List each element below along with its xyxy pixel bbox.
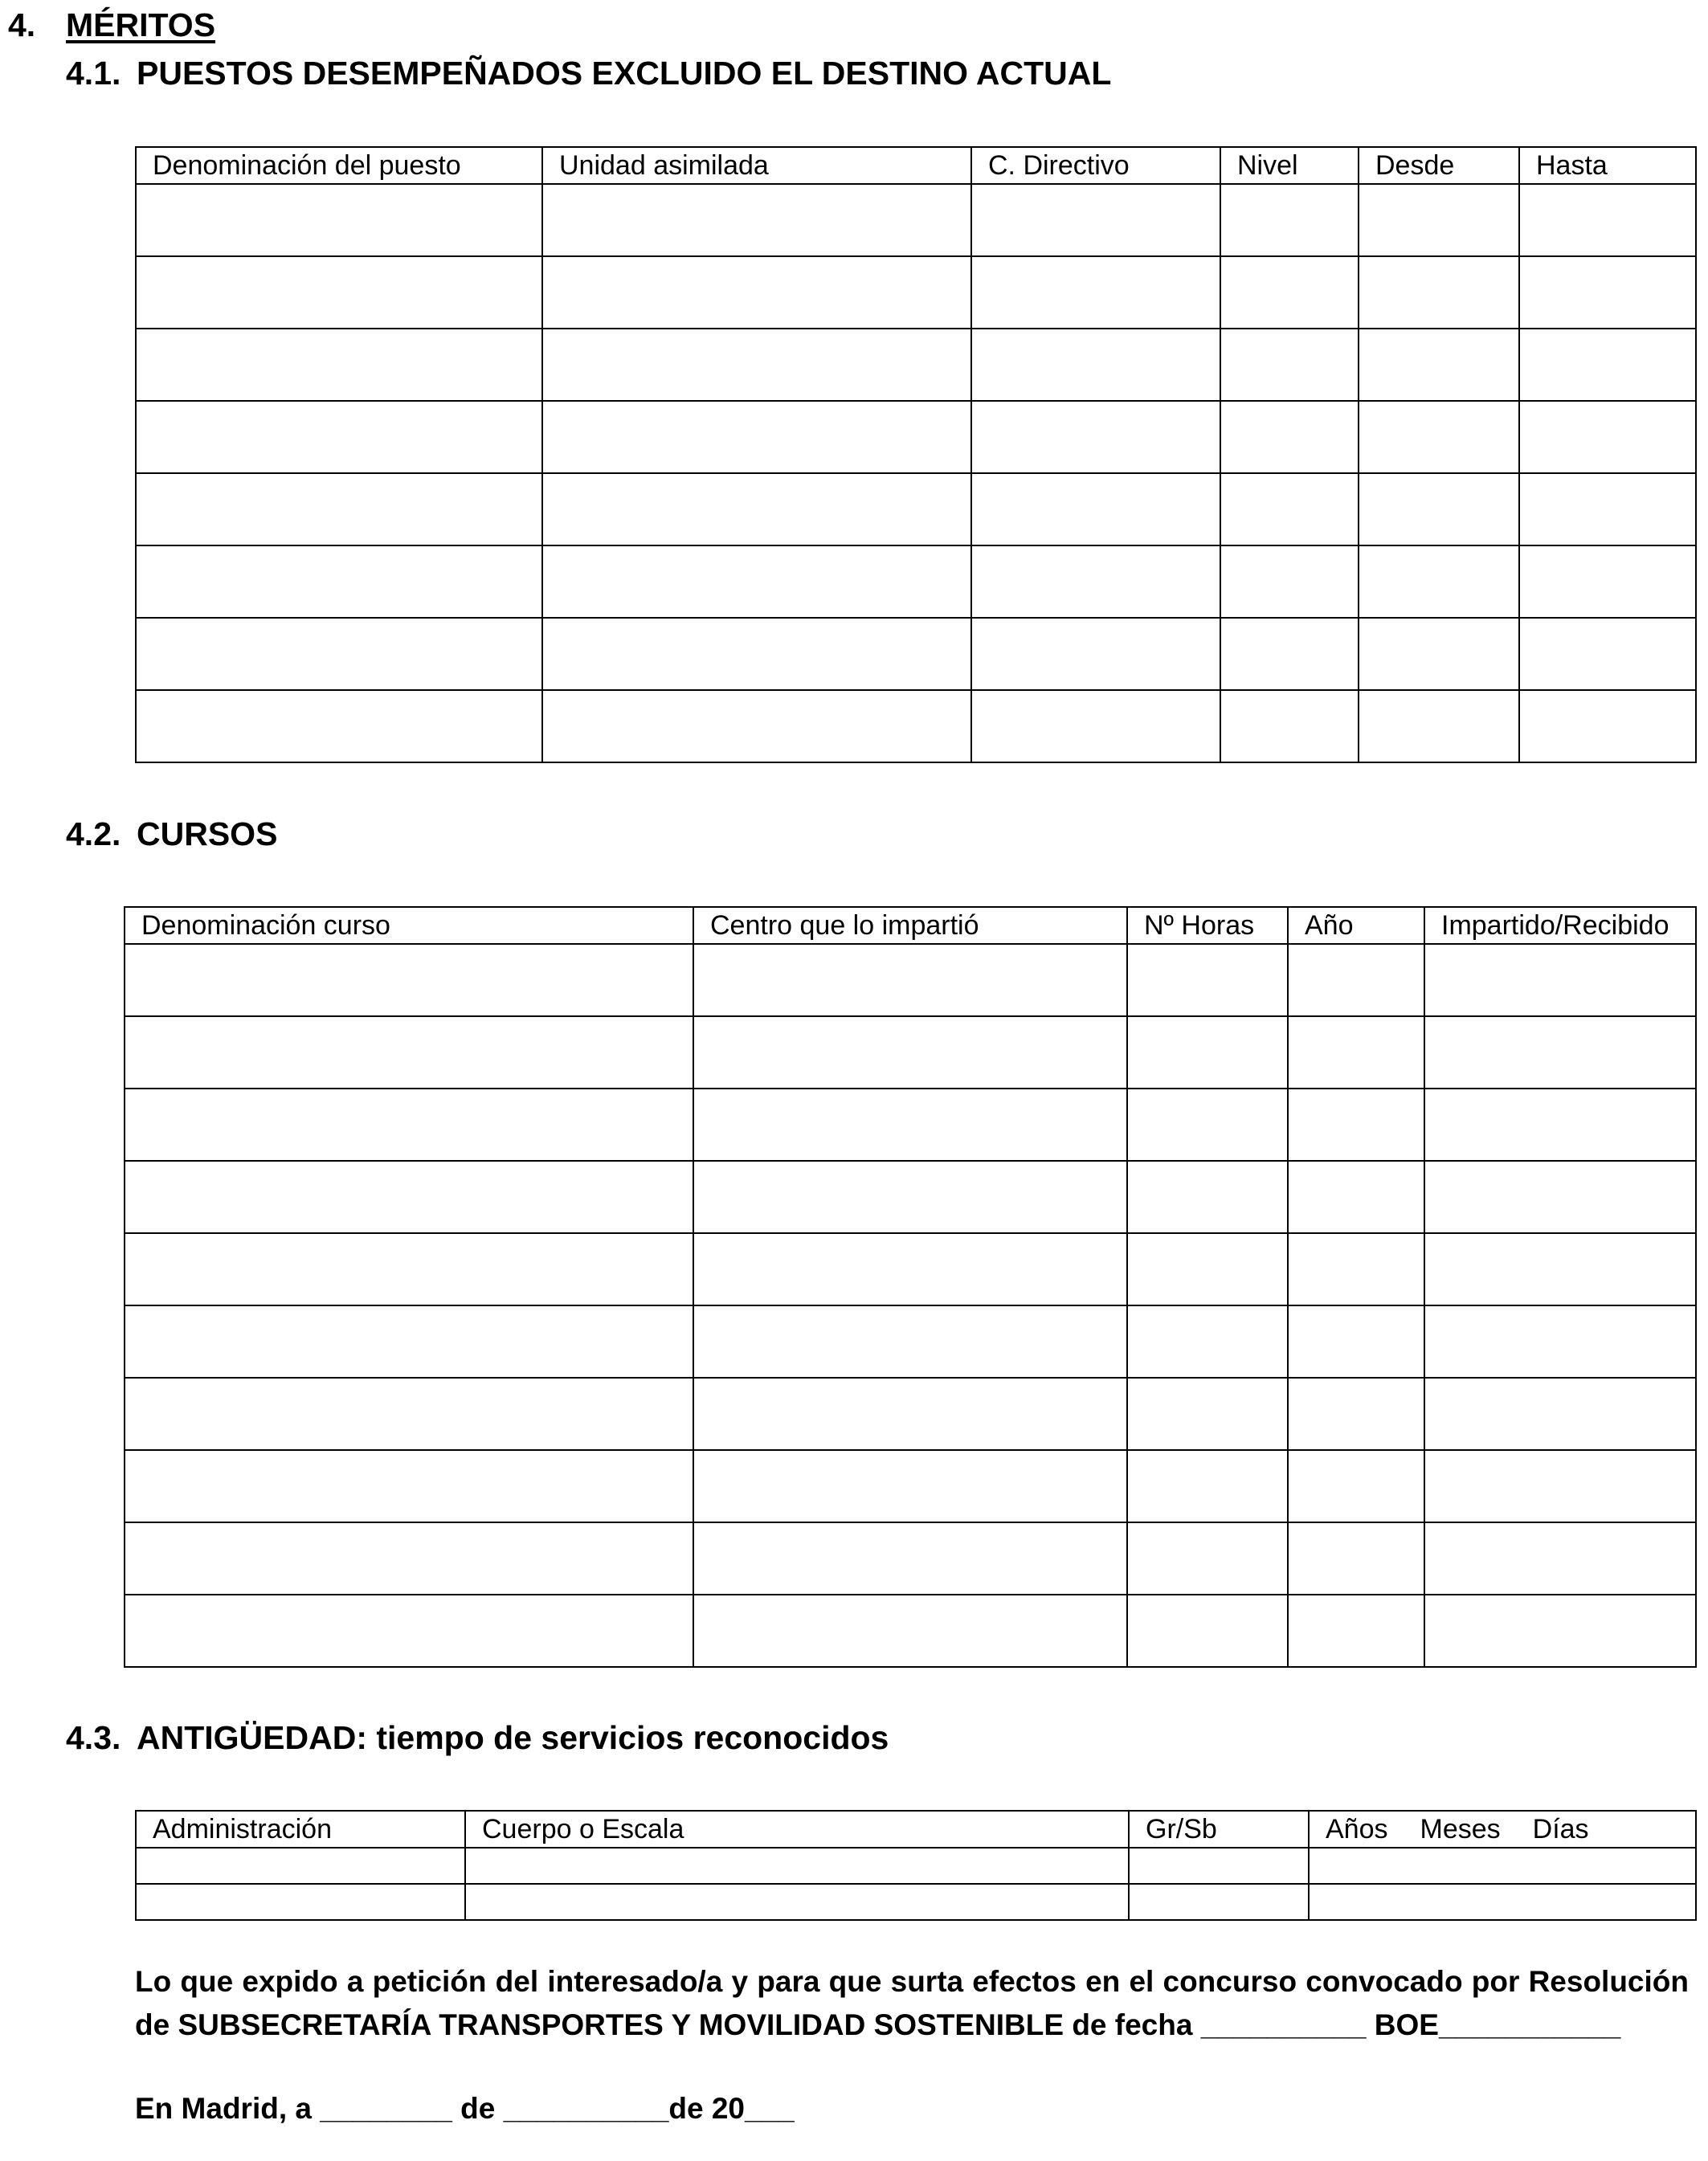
empty-cell: [542, 545, 971, 618]
empty-cell: [1127, 1016, 1288, 1089]
empty-cell: [1359, 184, 1519, 256]
empty-cell: [1220, 618, 1359, 690]
subsection-number: 4.3.: [66, 1719, 121, 1756]
empty-cell: [1519, 401, 1696, 473]
table-row: [136, 184, 1696, 256]
empty-cell: [136, 545, 542, 618]
empty-cell: [971, 690, 1220, 762]
empty-cell: [971, 184, 1220, 256]
table-row: [136, 401, 1696, 473]
column-header: Año: [1288, 907, 1424, 944]
empty-cell: [693, 1233, 1127, 1305]
empty-cell: [1519, 256, 1696, 329]
antiguedad-body: [136, 1848, 1696, 1920]
empty-cell: [1288, 944, 1424, 1016]
empty-cell: [1359, 401, 1519, 473]
empty-cell: [971, 545, 1220, 618]
table-header-row: [136, 1811, 1696, 1848]
empty-cell: [1359, 545, 1519, 618]
empty-cell: [136, 329, 542, 401]
empty-cell: [693, 1522, 1127, 1595]
column-header: C. Directivo: [971, 147, 1220, 184]
subsection-number: 4.2.: [66, 815, 121, 852]
empty-cell: [1519, 545, 1696, 618]
empty-cell: [1288, 1595, 1424, 1667]
empty-cell: [693, 1161, 1127, 1233]
empty-cell: [1127, 1595, 1288, 1667]
empty-cell: [1359, 256, 1519, 329]
empty-cell: [1220, 329, 1359, 401]
empty-cell: [542, 329, 971, 401]
empty-cell: [1424, 1016, 1696, 1089]
empty-cell: [542, 256, 971, 329]
cursos-body: [125, 944, 1696, 1667]
column-header: Meses: [1420, 1813, 1501, 1844]
empty-cell: [693, 1089, 1127, 1161]
empty-cell: [1424, 1161, 1696, 1233]
section-heading: [8, 6, 215, 44]
column-header: Gr/Sb: [1129, 1811, 1309, 1848]
empty-cell: [125, 1089, 693, 1161]
table-row: [125, 1233, 1696, 1305]
empty-cell: [136, 256, 542, 329]
empty-cell: [1519, 184, 1696, 256]
cursos-table: [124, 906, 1697, 1668]
column-header-time: [1309, 1811, 1696, 1848]
puestos-body: [136, 184, 1696, 762]
empty-cell: [1220, 256, 1359, 329]
empty-cell: [1424, 1595, 1696, 1667]
empty-cell: [1288, 1378, 1424, 1450]
table-row: [125, 1450, 1696, 1522]
column-header: Administración: [136, 1811, 465, 1848]
subsection-title: ANTIGÜEDAD: tiempo de servicios reconocidos: [137, 1719, 889, 1756]
empty-cell: [971, 473, 1220, 545]
column-header: Unidad asimilada: [542, 147, 971, 184]
empty-cell: [136, 618, 542, 690]
empty-cell: [1424, 1233, 1696, 1305]
table-row: [125, 1161, 1696, 1233]
empty-cell: [125, 1522, 693, 1595]
empty-cell: [1424, 1089, 1696, 1161]
empty-cell: [125, 1378, 693, 1450]
empty-cell: [1127, 1161, 1288, 1233]
empty-cell: [136, 184, 542, 256]
empty-cell: [136, 690, 542, 762]
empty-cell: [1519, 618, 1696, 690]
empty-cell: [1129, 1848, 1309, 1884]
empty-cell: [1220, 184, 1359, 256]
table-header-row: [136, 147, 1696, 184]
column-header: Desde: [1359, 147, 1519, 184]
empty-cell: [1288, 1089, 1424, 1161]
empty-cell: [693, 1595, 1127, 1667]
column-header: Cuerpo o Escala: [465, 1811, 1129, 1848]
empty-cell: [1309, 1848, 1696, 1884]
puestos-table: [135, 146, 1697, 763]
empty-cell: [136, 1848, 465, 1884]
empty-cell: [1127, 1378, 1288, 1450]
antiguedad-table: [135, 1810, 1697, 1921]
empty-cell: [1220, 545, 1359, 618]
empty-cell: [1127, 1522, 1288, 1595]
empty-cell: [136, 401, 542, 473]
empty-cell: [1424, 944, 1696, 1016]
table-row: [136, 545, 1696, 618]
column-header: Denominación del puesto: [136, 147, 542, 184]
empty-cell: [1359, 473, 1519, 545]
table-row: [125, 1016, 1696, 1089]
table-row: [125, 1089, 1696, 1161]
empty-cell: [136, 473, 542, 545]
empty-cell: [465, 1848, 1129, 1884]
column-header: Nivel: [1220, 147, 1359, 184]
column-header: Denominación curso: [125, 907, 693, 944]
empty-cell: [125, 1161, 693, 1233]
table-row: [136, 618, 1696, 690]
empty-cell: [125, 1233, 693, 1305]
empty-cell: [1288, 1522, 1424, 1595]
empty-cell: [1424, 1522, 1696, 1595]
empty-cell: [1220, 401, 1359, 473]
empty-cell: [971, 256, 1220, 329]
empty-cell: [1288, 1161, 1424, 1233]
empty-cell: [693, 944, 1127, 1016]
empty-cell: [971, 618, 1220, 690]
empty-cell: [136, 1884, 465, 1920]
column-header: Nº Horas: [1127, 907, 1288, 944]
empty-cell: [1220, 473, 1359, 545]
empty-cell: [1519, 329, 1696, 401]
place-date-line: En Madrid, a ________ de __________de 20___: [135, 2092, 795, 2125]
subsection-title: PUESTOS DESEMPEÑADOS EXCLUIDO EL DESTINO ACTUAL: [137, 55, 1112, 92]
empty-cell: [1127, 944, 1288, 1016]
empty-cell: [693, 1450, 1127, 1522]
certification-statement: Lo que expido a petición del interesado/a y para que surta efectos en el concurso convocado por Resolución de SUBSECRETARÍA TRANSPORTES Y MOVILIDAD SOSTENIBLE de fecha __________ BOE___________: [135, 1965, 1689, 2041]
column-header: Años: [1326, 1813, 1388, 1844]
table-row: [125, 1522, 1696, 1595]
empty-cell: [1129, 1884, 1309, 1920]
empty-cell: [1288, 1016, 1424, 1089]
empty-cell: [1127, 1089, 1288, 1161]
empty-cell: [1288, 1233, 1424, 1305]
section-title: MÉRITOS: [66, 6, 216, 43]
section-number: 4.: [8, 6, 36, 43]
table-row: [136, 473, 1696, 545]
table-header-row: [125, 907, 1696, 944]
table-row: [125, 1595, 1696, 1667]
empty-cell: [971, 329, 1220, 401]
empty-cell: [1424, 1450, 1696, 1522]
empty-cell: [693, 1305, 1127, 1378]
empty-cell: [693, 1016, 1127, 1089]
empty-cell: [542, 618, 971, 690]
empty-cell: [1127, 1233, 1288, 1305]
column-header: Impartido/Recibido: [1424, 907, 1696, 944]
subsection-heading-antiguedad: [66, 1719, 889, 1757]
column-header: Centro que lo impartió: [693, 907, 1127, 944]
empty-cell: [1424, 1378, 1696, 1450]
table-row: [136, 690, 1696, 762]
empty-cell: [971, 401, 1220, 473]
subsection-title: CURSOS: [137, 815, 278, 852]
empty-cell: [1424, 1305, 1696, 1378]
empty-cell: [1288, 1450, 1424, 1522]
empty-cell: [125, 944, 693, 1016]
empty-cell: [542, 690, 971, 762]
empty-cell: [125, 1305, 693, 1378]
empty-cell: [1519, 473, 1696, 545]
empty-cell: [542, 184, 971, 256]
table-row: [125, 944, 1696, 1016]
table-row: [125, 1378, 1696, 1450]
table-row: [125, 1305, 1696, 1378]
empty-cell: [1127, 1305, 1288, 1378]
empty-cell: [1519, 690, 1696, 762]
column-header: Hasta: [1519, 147, 1696, 184]
empty-cell: [1127, 1450, 1288, 1522]
empty-cell: [465, 1884, 1129, 1920]
table-row: [136, 1848, 1696, 1884]
table-row: [136, 1884, 1696, 1920]
empty-cell: [1359, 690, 1519, 762]
subsection-number: 4.1.: [66, 55, 121, 92]
empty-cell: [1288, 1305, 1424, 1378]
empty-cell: [125, 1016, 693, 1089]
subsection-heading-cursos: [66, 815, 277, 853]
empty-cell: [693, 1378, 1127, 1450]
table-row: [136, 256, 1696, 329]
subsection-heading-puestos: [66, 55, 1111, 92]
empty-cell: [1220, 690, 1359, 762]
empty-cell: [1359, 618, 1519, 690]
empty-cell: [1309, 1884, 1696, 1920]
empty-cell: [125, 1595, 693, 1667]
empty-cell: [1359, 329, 1519, 401]
empty-cell: [125, 1450, 693, 1522]
table-row: [136, 329, 1696, 401]
empty-cell: [542, 473, 971, 545]
column-header: Días: [1532, 1813, 1589, 1844]
empty-cell: [542, 401, 971, 473]
